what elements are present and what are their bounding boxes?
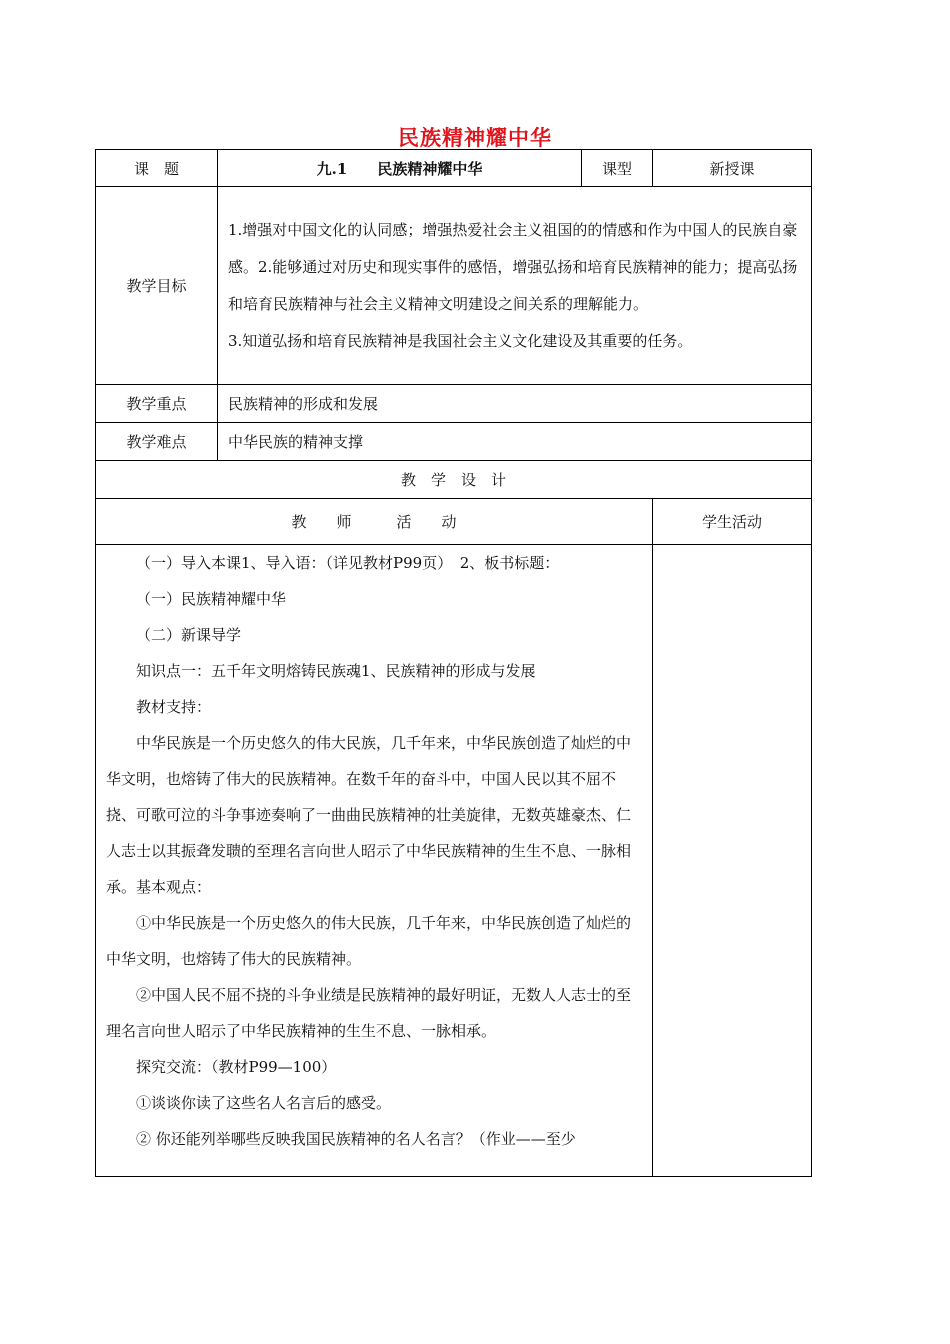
goals-label: 教学目标 <box>96 187 218 385</box>
body-para: ①谈谈你读了这些名人名言后的感受。 <box>136 1094 392 1112</box>
key-point-label: 教学重点 <box>96 385 218 423</box>
body-para: （一）民族精神耀中华 <box>136 590 287 608</box>
key-point-row <box>96 385 812 423</box>
teacher-activity-header: 教 师 活 动 <box>96 499 653 545</box>
goals-line-2: 3.知道弘扬和培育民族精神是我国社会主义文化建设及其重要的任务。 <box>228 331 693 350</box>
body-para: ②中国人民不屈不挠的斗争业绩是民族精神的最好明证，无数人人志士的至理名言向世人昭示了中华民族精神的生生不息、一脉相承。 <box>106 986 632 1040</box>
topic-label: 课 题 <box>96 150 218 187</box>
activity-header-row <box>96 499 812 545</box>
body-para: 知识点一：五千年文明熔铸民族魂1、民族精神的形成与发展 <box>136 662 536 680</box>
header-row <box>96 150 812 187</box>
student-activity-header: 学生活动 <box>653 499 812 545</box>
body-para: 中华民族是一个历史悠久的伟大民族，几千年来，中华民族创造了灿烂的中华文明，也熔铸了伟大的民族精神。在数千年的奋斗中，中国人民以其不屈不挠、可歌可泣的斗争事迹奏响了一曲曲民族精神的壮美旋律，无数英雄豪杰、仁人志士以其振聋发聩的至理名言向世人昭示了中华民族精神的生生不息、一脉相承。基本观点： <box>106 734 632 896</box>
topic-value: 九.1 民族精神耀中华 <box>218 150 582 187</box>
goals-row <box>96 187 812 385</box>
goals-line-1: 1.增强对中国文化的认同感；增强热爱社会主义祖国的的情感和作为中国人的民族自豪感。2.能够通过对历史和现实事件的感悟，增强弘扬和培育民族精神的能力；提高弘扬和培育民族精神与社会主义精神文明建设之间关系的理解能力。 <box>228 220 798 313</box>
difficulty-value: 中华民族的精神支撑 <box>218 423 812 461</box>
difficulty-label: 教学难点 <box>96 423 218 461</box>
body-para: ② 你还能列举哪些反映我国民族精神的名人名言？（作业——至少 <box>136 1130 576 1148</box>
document-title: 民族精神耀中华 <box>398 125 552 150</box>
body-para: （一）导入本课1、导入语：（详见教材P99页） 2、板书标题： <box>136 554 560 572</box>
difficulty-row <box>96 423 812 461</box>
student-activity-content <box>653 545 812 1177</box>
type-label: 课型 <box>582 150 653 187</box>
design-heading-row <box>96 461 812 499</box>
key-point-value: 民族精神的形成和发展 <box>218 385 812 423</box>
teacher-activity-content <box>96 545 653 1177</box>
body-para: 教材支持： <box>136 698 212 716</box>
body-para: ①中华民族是一个历史悠久的伟大民族，几千年来，中华民族创造了灿烂的中华文明，也熔铸了伟大的民族精神。 <box>106 914 632 968</box>
lesson-plan-table <box>95 149 812 1177</box>
design-heading: 教 学 设 计 <box>96 461 812 499</box>
type-value: 新授课 <box>653 150 812 187</box>
goals-content <box>218 187 812 385</box>
activity-body-row <box>96 545 812 1177</box>
body-para: （二）新课导学 <box>136 626 242 644</box>
body-para: 探究交流：（教材P99—100） <box>136 1058 337 1076</box>
